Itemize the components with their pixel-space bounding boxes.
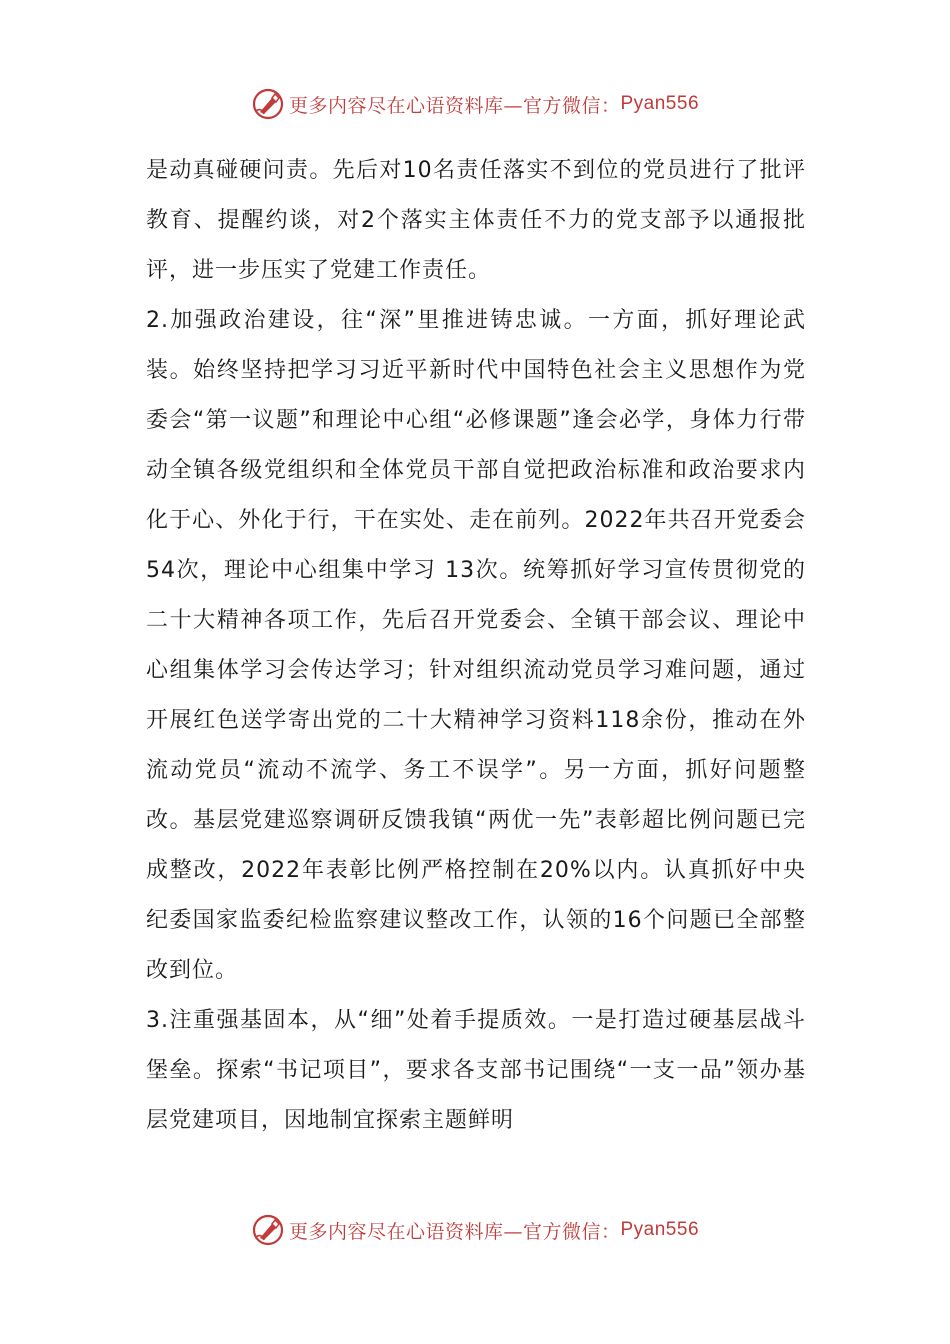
watermark-wechat-id: Pyan556	[620, 93, 700, 114]
pen-nib-logo-icon	[251, 87, 285, 121]
paragraph-political-building: 2.加强政治建设，往“深”里推进铸忠诚。一方面，抓好理论武装。始终坚持把学习习近平新时代中国特色社会主义思想作为党委会“第一议题”和理论中心组“必修课题”逢会必学，身体力行带动全镇各级党组织和全体党员干部自觉把政治标准和政治要求内化于心、外化于行，干在实处、走在前列。2022年共召开党委会54次，理论中心组集中学习 13次。统筹抓好学习宣传贯彻党的二十大精神各项工作，先后召开党委会、全镇干部会议、理论中心组集体学习会传达学习；针对组织流动党员学习难问题，通过开展红色送学寄出党的二十大精神学习资料118余份，推动在外流动党员“流动不流学、务工不误学”。另一方面，抓好问题整改。基层党建巡察调研反馈我镇“两优一先”表彰超比例问题已完成整改，2022年表彰比例严格控制在20%以内。认真抓好中央纪委国家监委纪检监察建议整改工作，认领的16个问题已全部整改到位。	[146, 308, 806, 983]
paragraph-continued: 是动真碰硬问责。先后对10名责任落实不到位的党员进行了批评教育、提醒约谈，对2个落实主体责任不力的党支部予以通报批评，进一步压实了党建工作责任。	[146, 158, 806, 283]
watermark-text: 更多内容尽在心语资料库—官方微信：	[288, 94, 621, 117]
pen-nib-logo-icon	[251, 1213, 285, 1247]
watermark-wechat-id: Pyan556	[620, 1219, 700, 1240]
document-body	[146, 146, 806, 1146]
header-watermark	[0, 84, 950, 124]
watermark-text: 更多内容尽在心语资料库—官方微信：	[288, 1220, 621, 1243]
footer-watermark	[0, 1210, 950, 1250]
paragraph-grassroots: 3.注重强基固本，从“细”处着手提质效。一是打造过硬基层战斗堡垒。探索“书记项目”，要求各支部书记围绕“一支一品”领办基层党建项目，因地制宜探索主题鲜明	[146, 1008, 806, 1133]
